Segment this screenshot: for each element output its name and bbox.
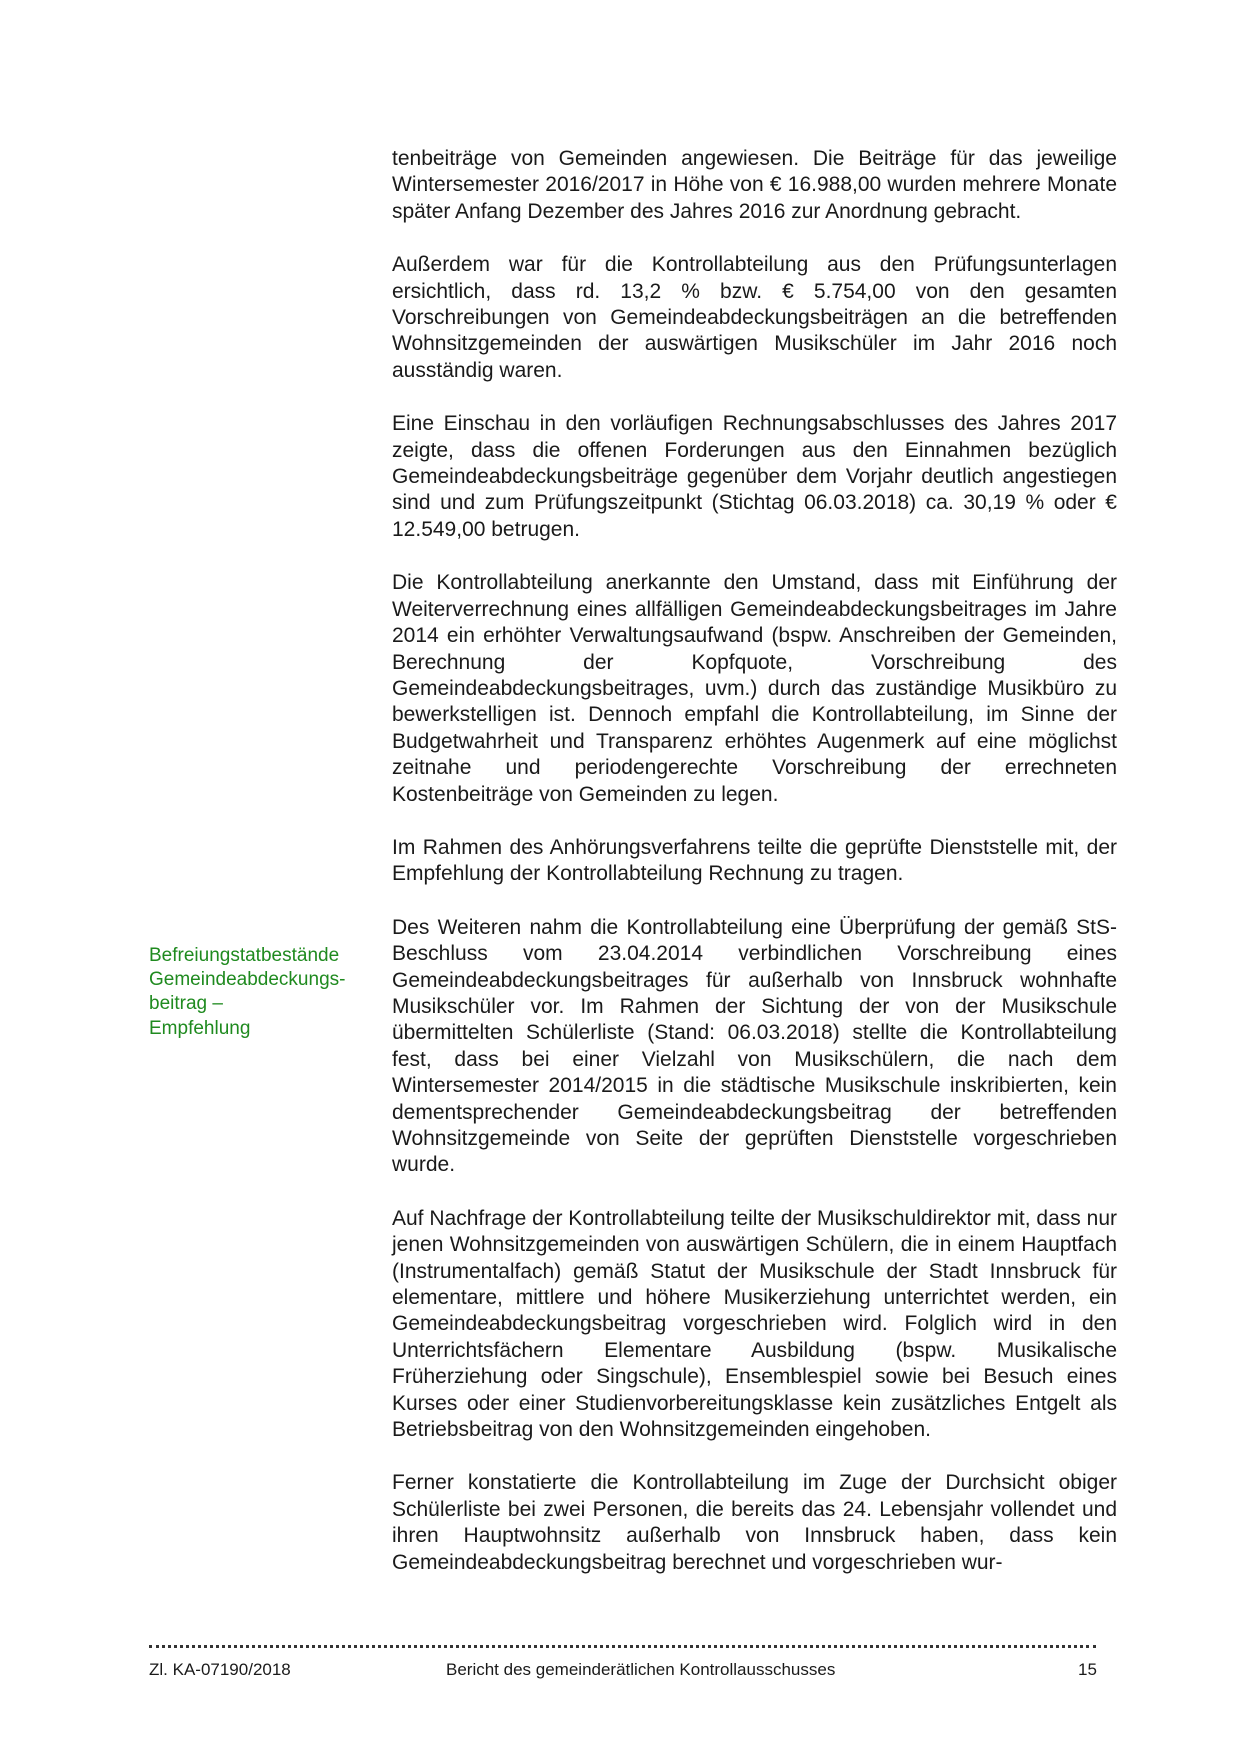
margin-note bbox=[149, 944, 379, 1041]
paragraph-5: Im Rahmen des Anhörungsverfahrens teilte die geprüfte Dienststelle mit, der Empfehlung der Kontrollabteilung Rechnung zu tragen. bbox=[392, 835, 1117, 886]
footer-title: Bericht des gemeinderätlichen Kontrollausschusses bbox=[446, 1660, 836, 1679]
margin-note-line: beitrag – bbox=[149, 993, 223, 1015]
paragraph-3: Eine Einschau in den vorläufigen Rechnungsabschlusses des Jahres 2017 zeigte, dass die offenen Forderungen aus den Einnahmen bezüglich Gemeindeabdeckungsbeiträge gegenüber dem Vorjahr deutlich angestiegen sind und zum Prüfungszeitpunkt (Stichtag 06.03.2018) ca. 30,19 % oder € 12.549,00 betrugen. bbox=[392, 412, 1117, 541]
margin-note-line: Befreiungstatbestände bbox=[149, 945, 340, 966]
paragraph-6: Des Weiteren nahm die Kontrollabteilung eine Überprüfung der gemäß StS-Beschluss vom 23.04.2014 verbindlichen Vorschreibung eines Gemeindeabdeckungsbeitrages für außerhalb von Innsbruck wohnhafte Musikschüler vor. Im Rahmen der Sichtung der von der Musikschule übermittelten Schülerliste (Stand: 06.03.2018) stellte die Kontrollabteilung fest, dass bei einer Vielzahl von Musikschülern, die nach dem Wintersemester 2014/2015 in die städtische Musikschule inskribierten, kein dementsprechender Gemeindeabdeckungsbeitrag der betreffenden Wohnsitzgemeinde von Seite der geprüften Dienststelle vorgeschrieben wurde. bbox=[392, 915, 1117, 1177]
footer-divider bbox=[149, 1645, 1096, 1648]
margin-note-line: Gemeindeabdeckungs- bbox=[149, 969, 346, 991]
paragraph-1: tenbeiträge von Gemeinden angewiesen. Die Beiträge für das jeweilige Wintersemester 2016/2017 in Höhe von € 16.988,00 wurden mehrere Monate später Anfang Dezember des Jahres 2016 zur Anordnung gebracht. bbox=[392, 147, 1117, 223]
footer-reference: Zl. KA-07190/2018 bbox=[149, 1660, 291, 1679]
paragraph-4: Die Kontrollabteilung anerkannte den Umstand, dass mit Einführung der Weiterverrechnung eines allfälligen Gemeindeabdeckungsbeitrages im Jahre 2014 ein erhöhter Verwaltungsaufwand (bspw. Anschreiben der Gemeinden, Berechnung der Kopfquote, Vorschreibung des Gemeindeabdeckungsbeitrages, uvm.) durch das zuständige Musikbüro zu bewerkstelligen ist. Dennoch empfahl die Kontrollabteilung, im Sinne der Budgetwahrheit und Transparenz erhöhtes Augenmerk auf eine möglichst zeitnahe und periodengerechte Vorschreibung der errechneten Kostenbeiträge von Gemeinden zu legen. bbox=[392, 571, 1117, 806]
paragraph-7: Auf Nachfrage der Kontrollabteilung teilte der Musikschuldirektor mit, dass nur jenen Wohnsitzgemeinden von auswärtigen Schülern, die in einem Hauptfach (Instrumentalfach) gemäß Statut der Musikschule der Stadt Innsbruck für elementare, mittlere und höhere Musikerziehung unterrichtet werden, ein Gemeindeabdeckungsbeitrag vorgeschrieben wird. Folglich wird in den Unterrichtsfächern Elementare Ausbildung (bspw. Musikalische Früherziehung oder Singschule), Ensemblespiel sowie bei Besuch eines Kurses oder einer Studienvorbereitungsklasse kein zusätzliches Entgelt als Betriebsbeitrag von den Wohnsitzgemeinden eingehoben. bbox=[392, 1206, 1117, 1442]
margin-note-line: Empfehlung bbox=[149, 1017, 251, 1039]
page-number: 15 bbox=[1078, 1660, 1097, 1679]
paragraph-8: Ferner konstatierte die Kontrollabteilung im Zuge der Durchsicht obiger Schülerliste bei zwei Personen, die bereits das 24. Lebensjahr vollendet und ihren Hauptwohnsitz außerhalb von Innsbruck haben, dass kein Gemeindeabdeckungsbeitrag berechnet und vorgeschrieben wur- bbox=[392, 1471, 1117, 1574]
body-text bbox=[392, 146, 1117, 1603]
paragraph-2: Außerdem war für die Kontrollabteilung aus den Prüfungsunterlagen ersichtlich, dass rd. 13,2 % bzw. € 5.754,00 von den gesamten Vorschreibungen von Gemeindeabdeckungsbeiträgen an die betreffenden Wohnsitzgemeinden der auswärtigen Musikschüler im Jahr 2016 noch ausständig waren. bbox=[392, 253, 1117, 382]
